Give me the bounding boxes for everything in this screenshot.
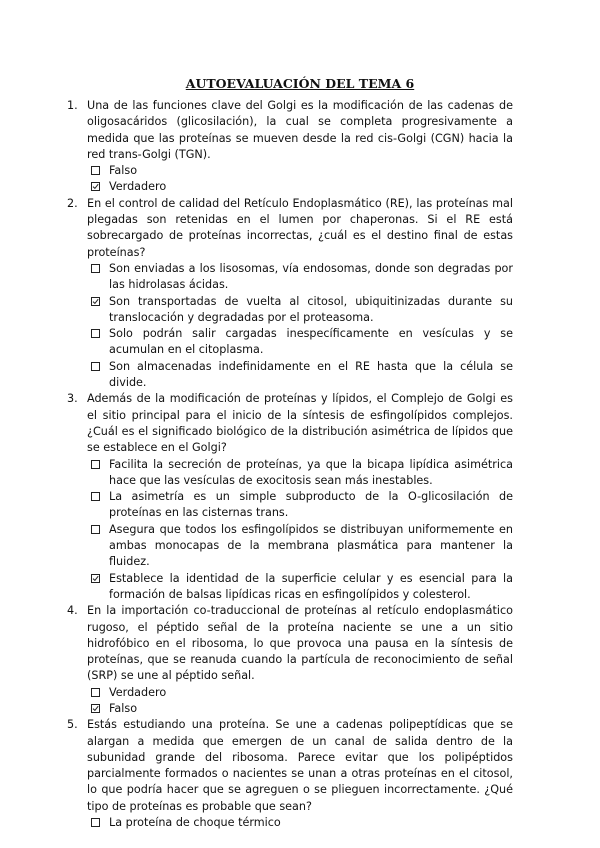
checkbox-icon[interactable] [91,362,100,371]
option-label: Establece la identidad de la superficie celular y es esencial para la formación de balsas lipídicas ricas en esfingolípidos y colesterol. [109,571,513,601]
answer-option[interactable] [90,457,513,490]
option-label: Son almacenadas indefinidamente en el RE hasta que la célula se divide. [109,359,513,390]
option-list [87,261,513,391]
option-label: Asegura que todos los esfingolípidos se distribuyan uniformemente en ambas monocapas de la membrana plasmática para mantener la fluidez. [109,522,513,569]
question-5 [67,717,513,831]
answer-option[interactable] [90,815,513,831]
question-4 [67,603,513,717]
question-number: 4. [67,604,78,618]
checkbox-icon[interactable] [91,329,100,338]
answer-option[interactable] [90,179,513,195]
answer-option[interactable] [90,326,513,359]
answer-option[interactable] [90,359,513,392]
question-2 [67,196,513,392]
option-label: Falso [109,164,138,178]
answer-option[interactable] [90,489,513,522]
answer-option[interactable] [90,163,513,179]
question-number: 5. [67,718,78,732]
option-label: Verdadero [109,180,167,194]
option-label: Verdadero [109,685,167,699]
answer-option[interactable] [90,261,513,294]
answer-option[interactable] [90,294,513,327]
question-text: En el control de calidad del Retículo Endoplasmático (RE), las proteínas mal plegadas son retenidas en el lumen por chaperonas. Si el RE está sobrecargado de proteínas incorrectas, ¿cuál es el destino final de estas proteínas? [87,196,513,259]
checked-checkbox-icon[interactable] [91,574,100,583]
question-text: En la importación co-traduccional de proteínas al retículo endoplasmático rugoso, el péptido señal de la proteína naciente se une a un sitio hidrofóbico en el ribosoma, lo que provoca una pausa en la síntesis de proteínas, que se reanuda cuando la partícula de reconocimiento de señal (SRP) se une al péptido señal. [87,604,513,683]
page-title: AUTOEVALUACIÓN DEL TEMA 6 [185,76,415,91]
question-text: Estás estudiando una proteína. Se une a cadenas polipeptídicas que se alargan a medida que emergen de un canal de salida dentro de la subunidad grande del ribosoma. Parece evitar que los polipéptidos parcialmente formados o nacientes se unan a otras proteínas en el citosol, lo que podría hacer que se agreguen o se plieguen incorrectamente. ¿Qué tipo de proteínas es probable que sean? [87,718,513,813]
option-label: La asimetría es un simple subproducto de la O-glicosilación de proteínas en las cisternas trans. [109,490,513,520]
option-list [87,163,513,196]
option-list [87,685,513,718]
checkbox-icon[interactable] [91,264,100,273]
question-text: Una de las funciones clave del Golgi es la modificación de las cadenas de oligosacáridos (glicosilación), la cual se completa progresivamente a medida que las proteínas se mueven desde la red cis-Golgi (CGN) hacia la red trans-Golgi (TGN). [87,99,513,161]
checked-checkbox-icon[interactable] [91,297,100,306]
question-list [67,98,513,831]
checkbox-icon[interactable] [91,688,100,697]
answer-option[interactable] [90,685,513,701]
checkbox-icon[interactable] [91,492,100,501]
question-text: Además de la modificación de proteínas y lípidos, el Complejo de Golgi es el sitio principal para el inicio de la síntesis de esfingolípidos complejos. ¿Cuál es el significado biológico de la distribución asimétrica de lípidos que se establece en el Golgi? [87,392,513,455]
question-3 [67,391,513,603]
answer-option[interactable] [90,701,513,717]
option-list [87,815,513,831]
question-number: 1. [67,99,78,112]
checked-checkbox-icon[interactable] [91,182,100,191]
question-number: 3. [67,392,78,406]
option-label: Facilita la secreción de proteínas, ya que la bicapa lipídica asimétrica hace que las vesículas de exocitosis sean más inestables. [109,457,513,487]
question-1 [67,98,513,196]
option-label: Son enviadas a los lisosomas, vía endosomas, donde son degradas por las hidrolasas ácidas. [109,261,513,292]
option-label: Falso [109,701,138,715]
option-label: Son transportadas de vuelta al citosol, ubiquitinizadas durante su translocación y degradadas por el proteasoma. [109,294,513,324]
option-label: La proteína de choque térmico [109,816,281,830]
option-label: Solo podrán salir cargadas inespecíficamente en vesículas y se acumulan en el citoplasma. [109,327,513,357]
answer-option[interactable] [90,522,513,571]
answer-option[interactable] [90,571,513,604]
option-list [87,457,513,604]
checkbox-icon[interactable] [91,460,100,469]
checkbox-icon[interactable] [91,166,100,175]
checkbox-icon[interactable] [91,818,100,827]
checkbox-icon[interactable] [91,525,100,534]
checked-checkbox-icon[interactable] [91,704,100,713]
question-number: 2. [67,196,78,210]
